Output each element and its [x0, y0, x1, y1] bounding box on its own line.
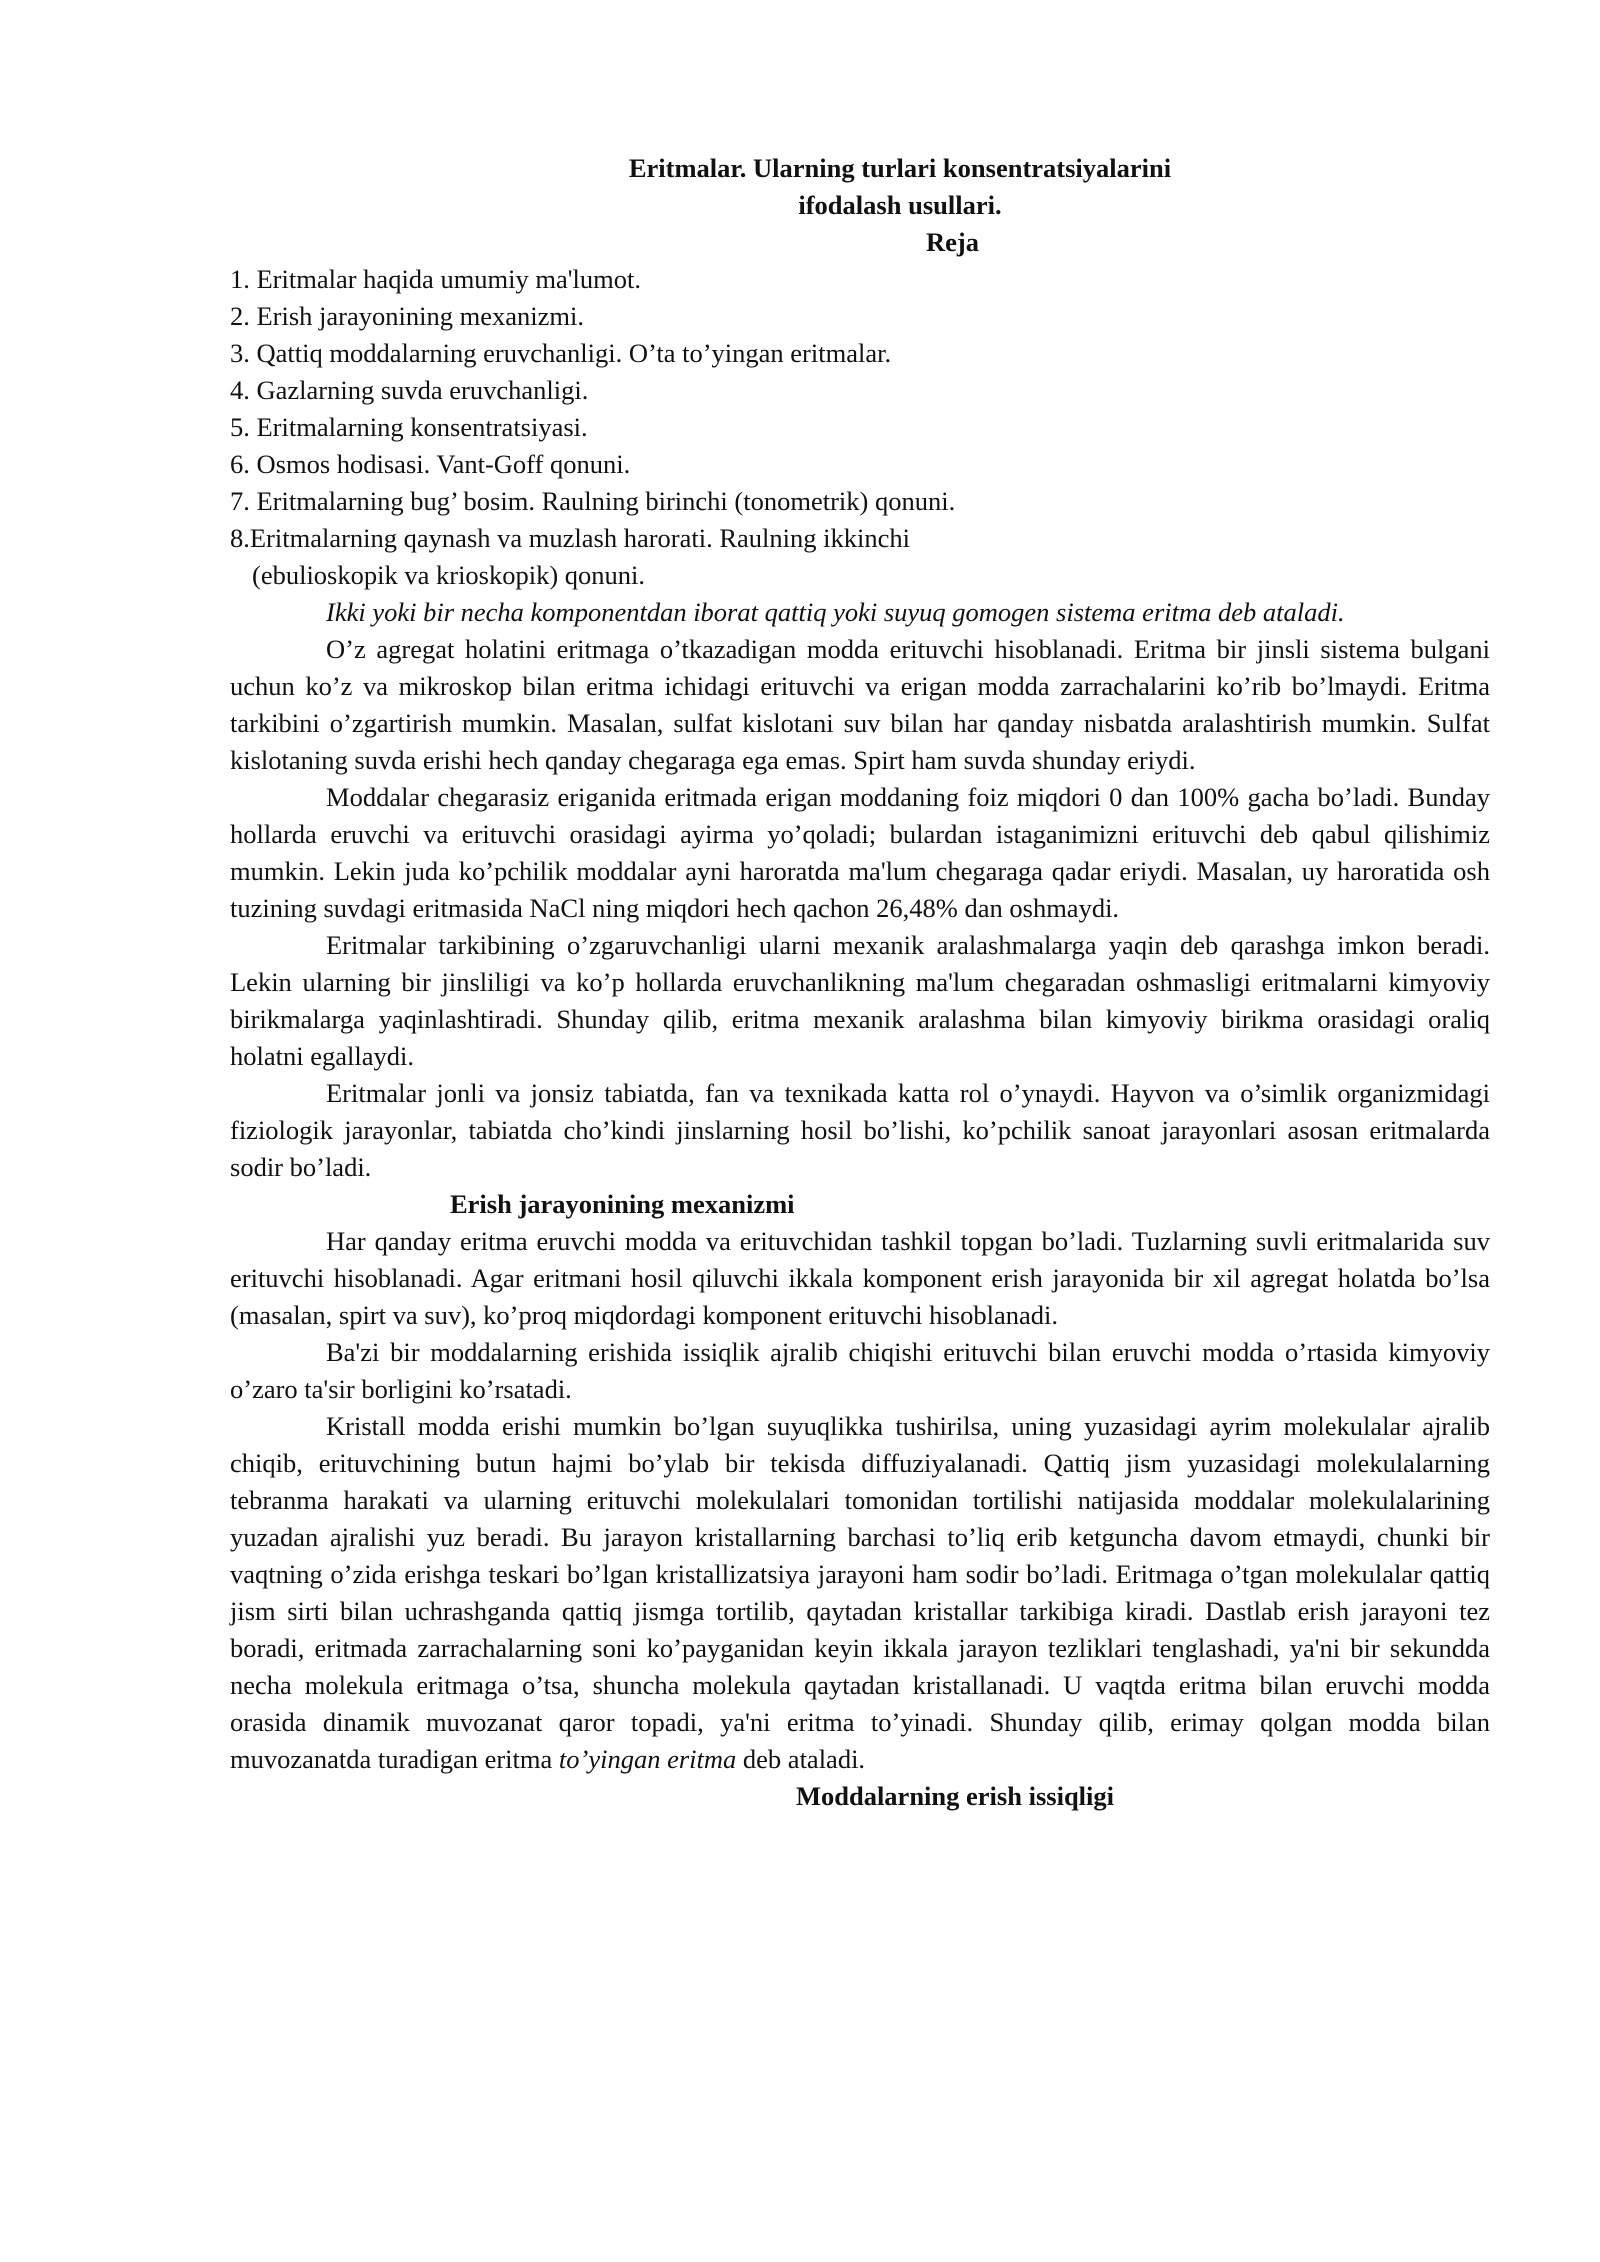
paragraph-end-text: deb ataladi. — [742, 1744, 866, 1774]
body-paragraph: O’z agregat holatini eritmaga o’tkazadigan modda erituvchi hisoblanadi. Eritma bir jinsli sistema bulgani uchun ko’z va mikroskop bilan eritma ichidagi erituvchi va erigan modda zarrachalarini ko’rib bo’lmaydi. Eritma tarkibini o’zgartirish mumkin. Masalan, sulfat kislotani suv bilan har qanday nisbatda aralashtirish mumkin. Sulfat kislotaning suvda erishi hech qanday chegaraga ega emas. Spirt ham suvda shunday eriydi. — [230, 634, 1490, 775]
document-title-line1: Eritmalar. Ularning turlari konsentratsiyalarini — [628, 153, 1172, 183]
italic-term: to’yingan eritma — [558, 1744, 737, 1774]
document-title-line2: ifodalash usullari. — [798, 190, 1002, 220]
plan-list — [230, 261, 1490, 594]
body-paragraph: Eritmalar tarkibining o’zgaruvchanligi ularni mexanik aralashmalarga yaqin deb qarashga imkon beradi. Lekin ularning bir jinsliligi va ko’p hollarda eruvchanlikning ma'lum chegaradan oshmasligi eritmalarni kimyoviy birikmalarga yaqinlashtiradi. Shunday qilib, eritma mexanik aralashma bilan kimyoviy birikma orasidagi oraliq holatni egallaydi. — [230, 930, 1490, 1071]
plan-heading: Reja — [926, 227, 979, 257]
body-paragraph — [230, 1408, 1490, 1778]
body-paragraph: Eritmalar jonli va jonsiz tabiatda, fan va texnikada katta rol o’ynaydi. Hayvon va o’simlik organizmidagi fiziologik jarayonlar, tabiatda cho’kindi jinslarning hosil bo’lishi, ko’pchilik sanoat jarayonlari asosan eritmalarda sodir bo’ladi. — [230, 1078, 1490, 1182]
document-page — [230, 150, 1490, 1815]
section-heading: Erish jarayonining mexanizmi — [450, 1189, 795, 1219]
plan-item: 3. Qattiq moddalarning eruvchanligi. O’ta to’yingan eritmalar. — [230, 338, 892, 368]
plan-item: 5. Eritmalarning konsentratsiyasi. — [230, 412, 588, 442]
body-paragraph: Har qanday eritma eruvchi modda va erituvchidan tashkil topgan bo’ladi. Tuzlarning suvli eritmalarida suv erituvchi hisoblanadi. Agar eritmani hosil qiluvchi ikkala komponent erish jarayonida bir xil agregat holatda bo’lsa (masalan, spirt va suv), ko’proq miqdordagi komponent erituvchi hisoblanadi. — [230, 1226, 1490, 1330]
section-heading: Moddalarning erish issiqligi — [795, 1781, 1115, 1811]
plan-item: 6. Osmos hodisasi. Vant-Goff qonuni. — [230, 449, 631, 479]
plan-item: 1. Eritmalar haqida umumiy ma'lumot. — [230, 264, 642, 294]
plan-item-continuation: (ebulioskopik va krioskopik) qonuni. — [252, 560, 646, 590]
body-paragraph: Ba'zi bir moddalarning erishida issiqlik ajralib chiqishi erituvchi bilan eruvchi modda o’rtasida kimyoviy o’zaro ta'sir borligini ko’rsatadi. — [230, 1337, 1490, 1404]
plan-item: 8.Eritmalarning qaynash va muzlash harorati. Raulning ikkinchi — [230, 523, 910, 553]
body-paragraph: Moddalar chegarasiz eriganida eritmada erigan moddaning foiz miqdori 0 dan 100% gacha bo’ladi. Bunday hollarda eruvchi va erituvchi orasidagi ayirma yo’qoladi; bulardan istaganimizni erituvchi deb qabul qilishimiz mumkin. Lekin juda ko’pchilik moddalar ayni haroratda ma'lum chegaraga qadar eriydi. Masalan, uy haroratida osh tuzining suvdagi eritmasida NaCl ning miqdori hech qachon 26,48% dan oshmaydi. — [230, 782, 1490, 923]
definition-paragraph: Ikki yoki bir necha komponentdan iborat qattiq yoki suyuq gomogen sistema eritma deb ataladi. — [326, 597, 1345, 627]
plan-item: 4. Gazlarning suvda eruvchanligi. — [230, 375, 589, 405]
plan-item: 7. Eritmalarning bug’ bosim. Raulning birinchi (tonometrik) qonuni. — [230, 486, 956, 516]
paragraph-main-text: Kristall modda erishi mumkin bo’lgan suyuqlikka tushirilsa, uning yuzasidagi ayrim molekulalar ajralib chiqib, erituvchining butun hajmi bo’ylab bir tekisda diffuziyalanadi. Qattiq jism yuzasidagi molekulalarning tebranma harakati va ularning erituvchi molekulalari tomonidan tortilishi natijasida moddalar molekulalarining yuzadan ajralishi yuz beradi. Bu jarayon kristallarning barchasi to’liq erib ketguncha davom etmaydi, chunki bir vaqtning o’zida erishga teskari bo’lgan kristallizatsiya jarayoni ham sodir bo’ladi. Eritmaga o’tgan molekulalar qattiq jism sirti bilan uchrashganda qattiq jismga tortilib, qaytadan kristallar tarkibiga kiradi. Dastlab erish jarayoni tez boradi, eritmada zarrachalarning soni ko’payganidan keyin ikkala jarayon tezliklari tenglashadi, ya'ni bir sekundda necha molekula eritmaga o’tsa, shuncha molekula qaytadan kristallanadi. U vaqtda eritma bilan eruvchi modda orasida dinamik muvozanat qaror topadi, ya'ni eritma to’yinadi. Shunday qilib, erimay qolgan modda bilan muvozanatda turadigan eritma — [230, 1411, 1490, 1774]
plan-item: 2. Erish jarayonining mexanizmi. — [230, 301, 584, 331]
